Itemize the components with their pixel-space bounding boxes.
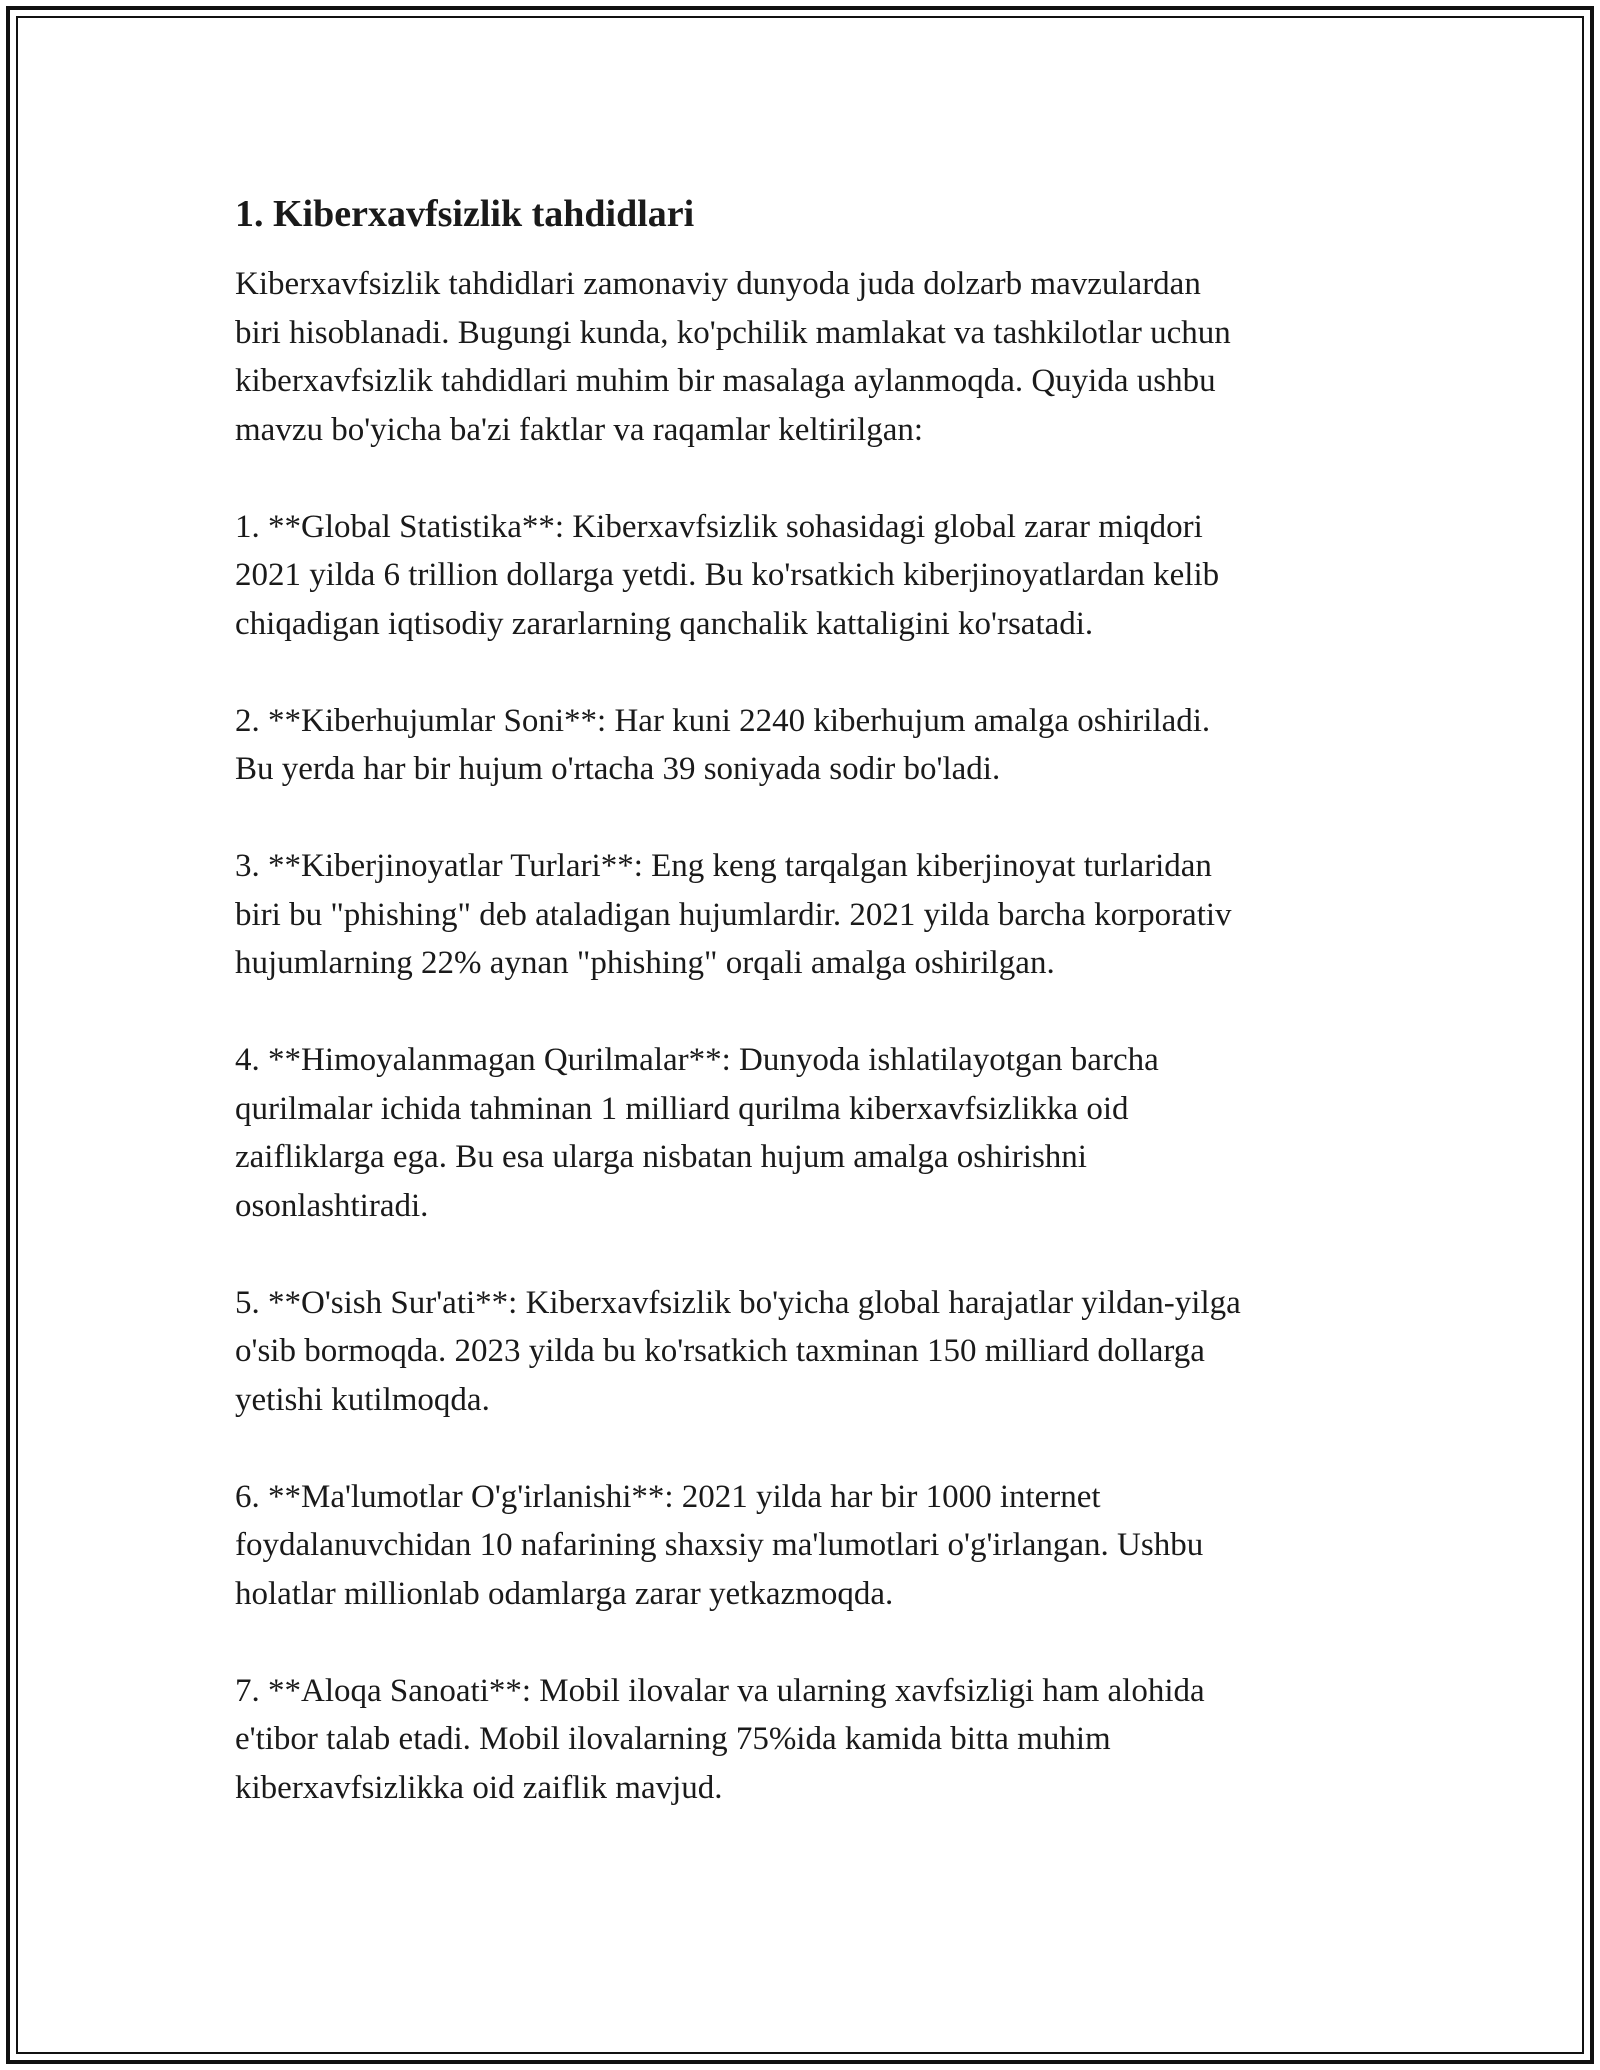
document-body [235,186,1365,1861]
fact-attack-count: 2. **Kiberhujumlar Soni**: Har kuni 2240 kiberhujum amalga oshiriladi. Bu yerda har bir hujum o'rtacha 39 soniyada sodir bo'ladi. [235,702,1211,787]
fact-growth-rate: 5. **O'sish Sur'ati**: Kiberxavfsizlik bo'yicha global harajatlar yildan-yilga o'sib bormoqda. 2023 yilda bu ko'rsatkich taxminan 150 milliard dollarga yetishi kutilmoqda. [235,1284,1241,1418]
fact-data-theft: 6. **Ma'lumotlar O'g'irlanishi**: 2021 yilda har bir 1000 internet foydalanuvchidan 10 nafarining shaxsiy ma'lumotlari o'g'irlangan. Ushbu holatlar millionlab odamlarga zarar yetkazmoqda. [235,1478,1204,1612]
fact-crime-types: 3. **Kiberjinoyatlar Turlari**: Eng keng tarqalgan kiberjinoyat turlaridan biri bu "phishing" deb ataladigan hujumlardir. 2021 yilda barcha korporativ hujumlarning 22% aynan "phishing" orqali amalga oshirilgan. [235,848,1232,981]
fact-communication-industry: 7. **Aloqa Sanoati**: Mobil ilovalar va ularning xavfsizligi ham alohida e'tibor talab etadi. Mobil ilovalarning 75%ida kamida bitta muhim kiberxavfsizlikka oid zaiflik mavjud. [235,1672,1205,1806]
fact-unprotected-devices: 4. **Himoyalanmagan Qurilmalar**: Dunyoda ishlatilayotgan barcha qurilmalar ichida tahminan 1 milliard qurilma kiberxavfsizlikka oid zaifliklarga ega. Bu esa ularga nisbatan hujum amalga oshirishni osonlashtiradi. [235,1042,1159,1224]
fact-global-statistics: 1. **Global Statistika**: Kiberxavfsizlik sohasidagi global zarar miqdori 2021 yilda 6 trillion dollarga yetdi. Bu ko'rsatkich kiberjinoyatlardan kelib chiqadigan iqtisodiy zararlarning qanchalik kattaligini ko'rsatadi. [235,508,1220,642]
document-title: 1. Kiberxavfsizlik tahdidlari [235,193,695,235]
intro-paragraph: Kiberxavfsizlik tahdidlari zamonaviy dunyoda juda dolzarb mavzulardan biri hisoblanadi. Bugungi kunda, ko'pchilik mamlakat va tashkilotlar uchun kiberxavfsizlik tahdidlari muhim bir masalaga aylanmoqda. Quyida ushbu mavzu bo'yicha ba'zi faktlar va raqamlar keltirilgan: [235,266,1231,448]
